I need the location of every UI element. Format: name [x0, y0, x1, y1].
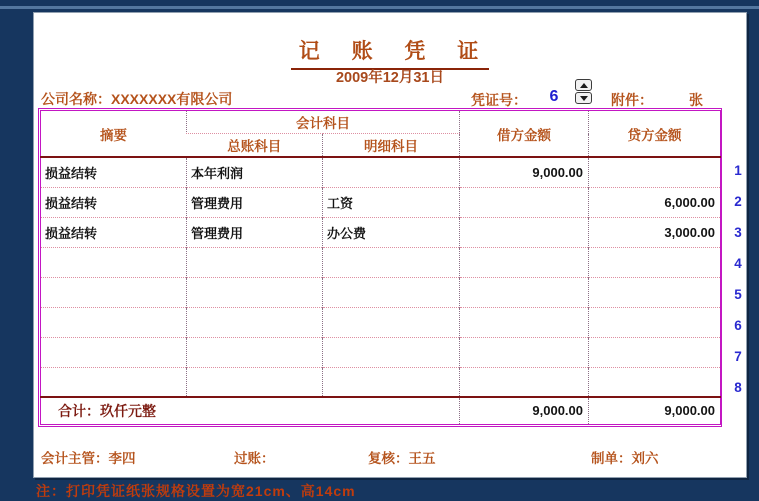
total-debit: 9,000.00 [460, 397, 589, 424]
cell-debit[interactable] [460, 337, 589, 367]
cell-ledger[interactable]: 本年利润 [187, 157, 323, 187]
arrow-up-icon [580, 83, 588, 88]
voucher-no-label: 凭证号： [471, 92, 527, 108]
cell-credit[interactable] [589, 367, 721, 397]
cell-credit[interactable] [589, 247, 721, 277]
voucher-no-value[interactable]: 6 [549, 88, 559, 105]
spinner-down-button[interactable] [575, 92, 592, 104]
row-number: 6 [734, 318, 742, 333]
cell-credit[interactable] [589, 277, 721, 307]
table-row [41, 367, 721, 397]
row-number: 2 [734, 194, 742, 209]
arrow-down-icon [580, 96, 588, 101]
voucher-table-grid [40, 110, 721, 425]
cell-debit[interactable] [460, 247, 589, 277]
spinner-up-button[interactable] [575, 79, 592, 91]
table-row [41, 187, 721, 217]
table-row [41, 217, 721, 247]
table-row [41, 337, 721, 367]
row-number: 5 [734, 287, 742, 302]
cell-detail[interactable] [323, 157, 460, 187]
table-row [41, 277, 721, 307]
cell-summary[interactable] [41, 337, 187, 367]
attachment-label: 附件： [611, 92, 653, 108]
footer-supervisor: 会计主管：李四 [41, 451, 136, 466]
cell-detail[interactable]: 工资 [323, 187, 460, 217]
cell-debit[interactable] [460, 307, 589, 337]
voucher-no-spinner [575, 79, 593, 105]
voucher-table [38, 108, 722, 427]
cell-ledger[interactable]: 管理费用 [187, 217, 323, 247]
table-row [41, 247, 721, 277]
total-credit: 9,000.00 [589, 397, 721, 424]
row-number: 1 [734, 163, 742, 178]
print-setting-note: 注：打印凭证纸张规格设置为宽21cm、高14cm [36, 483, 356, 499]
cell-debit[interactable] [460, 217, 589, 247]
cell-summary[interactable]: 损益结转 [41, 217, 187, 247]
row-number: 7 [734, 349, 742, 364]
row-number: 8 [734, 380, 742, 395]
cell-debit[interactable] [460, 277, 589, 307]
voucher-page [33, 12, 747, 478]
cell-debit[interactable] [460, 367, 589, 397]
cell-summary[interactable] [41, 247, 187, 277]
cell-detail[interactable] [323, 367, 460, 397]
row-number-column [728, 155, 748, 403]
cell-summary[interactable]: 损益结转 [41, 187, 187, 217]
cell-debit[interactable]: 9,000.00 [460, 157, 589, 187]
cell-summary[interactable] [41, 307, 187, 337]
col-header-debit: 借方金额 [460, 111, 589, 158]
cell-summary[interactable] [41, 277, 187, 307]
title-row [34, 35, 746, 70]
cell-ledger[interactable]: 管理费用 [187, 187, 323, 217]
col-header-credit: 贷方金额 [589, 111, 721, 158]
date-row [34, 66, 746, 87]
row-number: 3 [734, 225, 742, 240]
cell-detail[interactable] [323, 247, 460, 277]
voucher-date: 2009年12月31日 [335, 70, 444, 86]
total-label: 合计：玖仟元整 [41, 397, 460, 424]
footer-posting: 过账： [234, 451, 275, 466]
table-row [41, 307, 721, 337]
cell-detail[interactable] [323, 337, 460, 367]
cell-ledger[interactable] [187, 367, 323, 397]
company-name: 公司名称：XXXXXXX有限公司 [41, 91, 233, 107]
col-header-summary: 摘要 [41, 111, 187, 158]
cell-credit[interactable]: 3,000.00 [589, 217, 721, 247]
col-header-account-group: 会计科目 [187, 111, 460, 134]
footer-preparer: 制单：刘六 [591, 451, 659, 466]
attachment-unit-label: 张 [689, 92, 703, 108]
col-header-detail-account: 明细科目 [323, 134, 460, 158]
cell-credit[interactable] [589, 337, 721, 367]
total-row [41, 397, 721, 424]
cell-ledger[interactable] [187, 277, 323, 307]
col-header-ledger-account: 总账科目 [187, 134, 323, 158]
footer-review: 复核：王五 [368, 451, 436, 466]
window-top-edge [0, 6, 759, 9]
cell-ledger[interactable] [187, 337, 323, 367]
table-row [41, 157, 721, 187]
cell-summary[interactable]: 损益结转 [41, 157, 187, 187]
cell-debit[interactable] [460, 187, 589, 217]
cell-credit[interactable] [589, 157, 721, 187]
cell-ledger[interactable] [187, 247, 323, 277]
cell-credit[interactable]: 6,000.00 [589, 187, 721, 217]
page-title: 记 账 凭 证 [291, 35, 490, 70]
cell-detail[interactable] [323, 277, 460, 307]
cell-ledger[interactable] [187, 307, 323, 337]
cell-detail[interactable]: 办公费 [323, 217, 460, 247]
row-number: 4 [734, 256, 742, 271]
cell-detail[interactable] [323, 307, 460, 337]
cell-credit[interactable] [589, 307, 721, 337]
cell-summary[interactable] [41, 367, 187, 397]
